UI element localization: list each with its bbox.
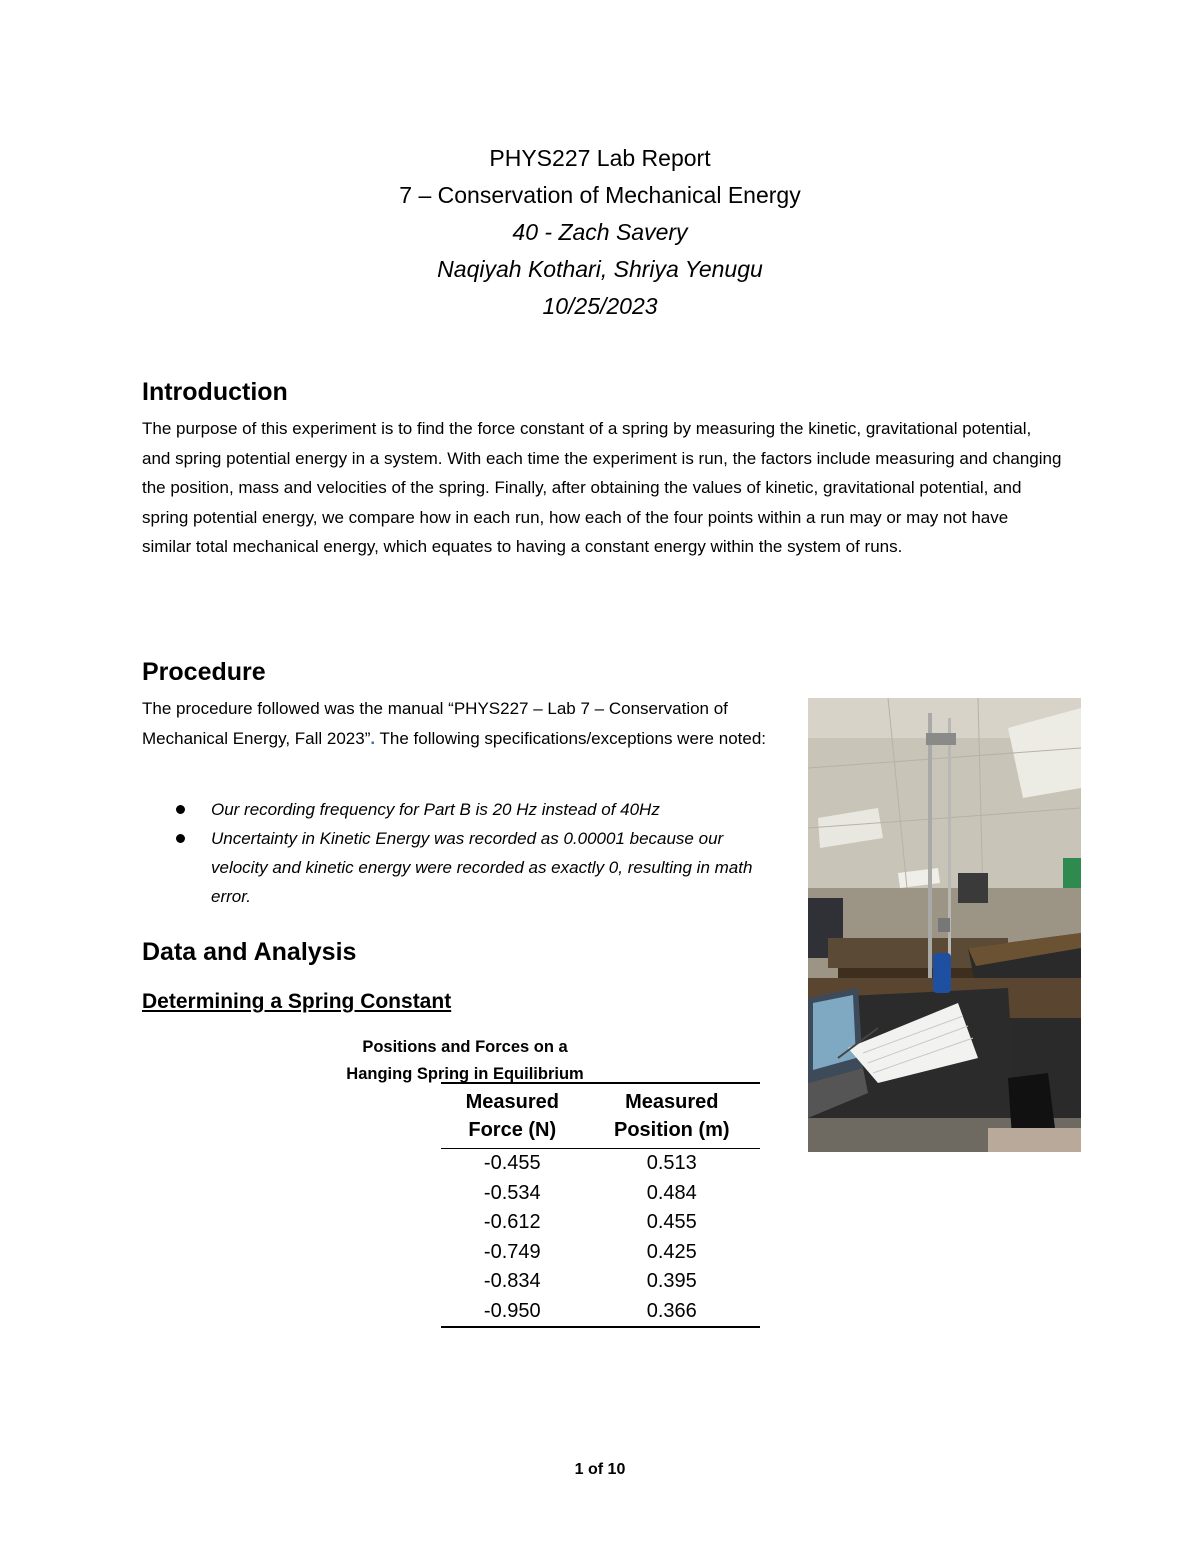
table-header-row [441,1083,760,1149]
lab-title: 7 – Conservation of Mechanical Energy [399,182,801,208]
bullet-icon [176,805,185,814]
procedure-body-tail: The following specifications/exceptions were noted: [375,728,767,748]
table-row [441,1208,760,1238]
lab-setup-photo [808,698,1081,1152]
position-cell: 0.366 [584,1297,760,1328]
force-cell: -0.455 [483,1152,541,1175]
position-cell: 0.425 [646,1240,697,1263]
list-item [176,795,776,824]
force-cell: -0.950 [441,1297,584,1328]
table-caption-line-2: Hanging Spring in Equilibrium [346,1065,584,1083]
introduction-body: The purpose of this experiment is to find the force constant of a spring by measuring the kinetic, gravitational potential, and spring potential energy in a system. With each time the experiment is run, the factors include measuring and changing the position, mass and velocities of the spring. Finally, after obtaining the values of kinetic, gravitational potential, and spring potential energy, we compare how in each run, how each of the four points within a run may or may not have similar total mechanical energy, which equates to having a constant energy within the system of runs. [142,419,1062,556]
force-cell: -0.834 [483,1270,541,1293]
procedure-body-period: . [370,728,376,748]
force-column-header: Measured Force (N) [441,1083,584,1149]
procedure-bullet-list [176,795,776,911]
table-row [441,1297,760,1328]
position-cell: 0.455 [646,1211,697,1234]
spring-constant-subheading: Determining a Spring Constant [142,990,452,1013]
partners: Naqiyah Kothari, Shriya Yenugu [437,256,763,282]
report-date: 10/25/2023 [542,293,658,319]
position-cell: 0.484 [646,1181,697,1204]
table-caption [320,1034,610,1088]
force-cell: -0.749 [483,1240,541,1263]
force-position-table [441,1082,760,1328]
position-column-header: Measured Position (m) [584,1083,760,1149]
page-number: 1 of 10 [574,1461,626,1478]
report-title: PHYS227 Lab Report [489,145,711,171]
data-analysis-heading: Data and Analysis [142,938,357,966]
table-row [441,1179,760,1209]
table-row [441,1238,760,1268]
table-caption-line-1: Positions and Forces on a [362,1038,568,1056]
procedure-heading: Procedure [142,658,266,686]
force-cell: -0.612 [483,1211,541,1234]
force-cell: -0.534 [483,1181,541,1204]
introduction-heading: Introduction [142,378,288,406]
bullet-text: Our recording frequency for Part B is 20 Hz instead of 40Hz [211,800,660,819]
table-row [441,1149,760,1179]
list-item [176,824,776,911]
position-cell: 0.513 [646,1152,697,1175]
position-cell: 0.395 [646,1270,697,1293]
title-block [0,140,1200,325]
section-author: 40 - Zach Savery [512,219,688,245]
bullet-text: Uncertainty in Kinetic Energy was recorded as 0.00001 because our velocity and kinetic energy were recorded as exactly 0, resulting in math error. [211,829,753,906]
procedure-body-main: The procedure followed was the manual “PHYS227 – Lab 7 – Conservation of Mechanical Energy, Fall 2023” [142,699,728,748]
bullet-icon [176,834,185,843]
table-row [441,1267,760,1297]
procedure-body [142,694,792,753]
